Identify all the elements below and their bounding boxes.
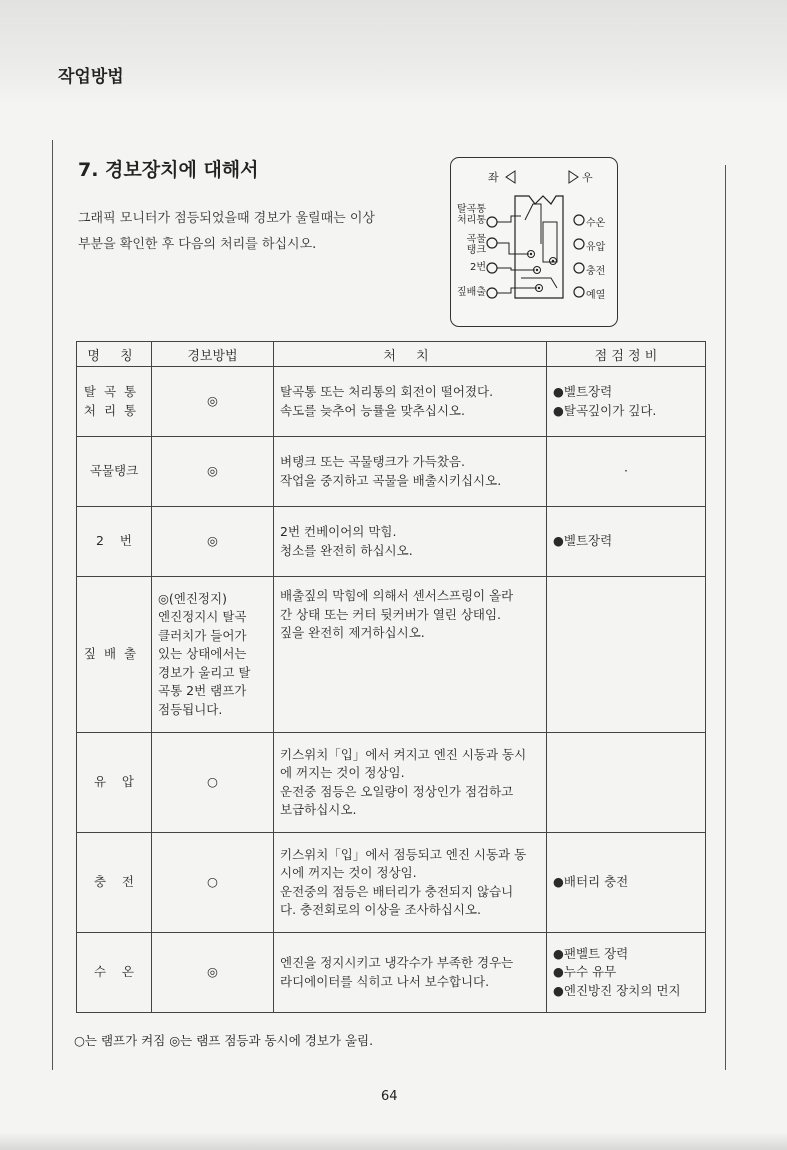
intro-line: 부분을 확인한 후 다음의 처리를 하십시오. bbox=[78, 237, 317, 252]
row-method: ◎(엔진정지) 엔진정지시 탈곡 클러치가 들어가 있는 상태에서는 경보가 울리고 탈 곡통 2번 램프가 점등됩니다. bbox=[152, 577, 274, 733]
intro-text bbox=[78, 206, 418, 258]
row-check: ●배터리 충전 bbox=[547, 833, 706, 933]
margin-line-left bbox=[52, 140, 53, 1070]
lamp-water-temp-icon bbox=[574, 215, 584, 225]
alarm-table bbox=[76, 341, 706, 1013]
lamp-label-threshing: 탈곡통 처리통 bbox=[457, 204, 486, 226]
lamp-straw-icon bbox=[487, 288, 497, 298]
column-header-action: 처 치 bbox=[274, 342, 547, 367]
lamp-charge-icon bbox=[574, 263, 584, 273]
row-check: ●벨트장력 ●탈곡깊이가 깊다. bbox=[547, 367, 706, 437]
table-row bbox=[77, 933, 706, 1013]
panel-right-label: 우 bbox=[582, 171, 593, 184]
table-row bbox=[77, 507, 706, 577]
row-name: 충 전 bbox=[77, 833, 152, 933]
lamp-grain-tank-icon bbox=[487, 238, 497, 248]
margin-line-right bbox=[725, 165, 726, 1070]
row-action: 탈곡통 또는 처리통의 회전이 떨어졌다. 속도를 늦추어 능률을 맞추십시오. bbox=[274, 367, 547, 437]
lamp-label-water-temp: 수온 bbox=[586, 218, 606, 229]
row-name: 2 번 bbox=[77, 507, 152, 577]
lamp-label-straw: 짚배출 bbox=[457, 287, 486, 298]
row-action: 벼탱크 또는 곡물탱크가 가득찼음. 작업을 중지하고 곡물을 배출시키십시오. bbox=[274, 437, 547, 507]
page-title: 7. 경보장치에 대해서 bbox=[78, 159, 259, 181]
row-action: 키스위치「입」에서 점등되고 엔진 시동과 동 시에 꺼지는 것이 정상임. 운전중의 점등은 배터리가 충전되지 않습니 다. 충전회로의 이상을 조사하십시오. bbox=[274, 833, 547, 933]
table-row bbox=[77, 833, 706, 933]
row-check: ●벨트장력 bbox=[547, 507, 706, 577]
row-name: 유 압 bbox=[77, 733, 152, 833]
row-name: 탈곡통 처리통 bbox=[77, 367, 152, 437]
row-action: 2번 컨베이어의 막힘. 청소를 완전히 하십시오. bbox=[274, 507, 547, 577]
row-action: 배출짚의 막힘에 의해서 센서스프링이 올라 간 상태 또는 커터 뒷커버가 열린 상태임. 짚을 완전히 제거하십시오. bbox=[274, 577, 547, 733]
panel-left-label: 좌 bbox=[488, 171, 499, 184]
table-row bbox=[77, 733, 706, 833]
row-name: 짚배출 bbox=[77, 577, 152, 733]
page-number: 64 bbox=[381, 1089, 398, 1104]
table-header-row bbox=[77, 342, 706, 367]
lamp-label-charge: 충전 bbox=[586, 266, 606, 277]
row-method: ○ bbox=[152, 733, 274, 833]
table-row bbox=[77, 437, 706, 507]
row-method: ◎ bbox=[152, 933, 274, 1013]
lamp-label-no2: 2번 bbox=[469, 262, 486, 273]
lamp-label-preheat: 예열 bbox=[586, 290, 606, 301]
lamp-label-grain-tank: 곡물 탱크 bbox=[466, 234, 486, 256]
column-header-check: 점 검 정 비 bbox=[547, 342, 706, 367]
column-header-method: 경보방법 bbox=[152, 342, 274, 367]
table-row bbox=[77, 367, 706, 437]
lamp-threshing-icon bbox=[487, 217, 497, 227]
lamp-oil-pressure-icon bbox=[574, 239, 584, 249]
row-check: · bbox=[547, 437, 706, 507]
intro-line: 그래픽 모니터가 점등되었을때 경보가 울릴때는 이상 bbox=[78, 211, 375, 226]
row-action: 키스위치「입」에서 켜지고 엔진 시동과 동시 에 꺼지는 것이 정상임. 운전중 점등은 오일량이 정상인가 점검하고 보급하십시오. bbox=[274, 733, 547, 833]
row-check bbox=[547, 733, 706, 833]
row-action: 엔진을 정지시키고 냉각수가 부족한 경우는 라디에이터를 식히고 나서 보수합니다. bbox=[274, 933, 547, 1013]
left-arrow-icon bbox=[506, 171, 515, 183]
row-name: 수 온 bbox=[77, 933, 152, 1013]
bottom-band bbox=[0, 1132, 787, 1150]
lamp-label-oil-pressure: 유압 bbox=[586, 242, 606, 253]
row-method: ◎ bbox=[152, 367, 274, 437]
combine-outline-icon bbox=[515, 196, 563, 298]
row-check bbox=[547, 577, 706, 733]
table-row bbox=[77, 577, 706, 733]
row-method: ○ bbox=[152, 833, 274, 933]
section-label: 작업방법 bbox=[58, 67, 124, 87]
row-method: ◎ bbox=[152, 507, 274, 577]
row-name: 곡물탱크 bbox=[77, 437, 152, 507]
right-arrow-icon bbox=[569, 171, 578, 183]
row-check: ●팬벨트 장력 ●누수 유무 ●엔진방진 장치의 먼지 bbox=[547, 933, 706, 1013]
legend-footnote: ○는 램프가 켜짐 ◎는 램프 점등과 동시에 경보가 울림. bbox=[74, 1033, 374, 1048]
lamp-preheat-icon bbox=[574, 287, 584, 297]
column-header-name: 명 칭 bbox=[77, 342, 152, 367]
header-band bbox=[0, 0, 787, 105]
monitor-panel-diagram bbox=[450, 157, 618, 327]
row-method: ◎ bbox=[152, 437, 274, 507]
lamp-no2-icon bbox=[487, 263, 497, 273]
